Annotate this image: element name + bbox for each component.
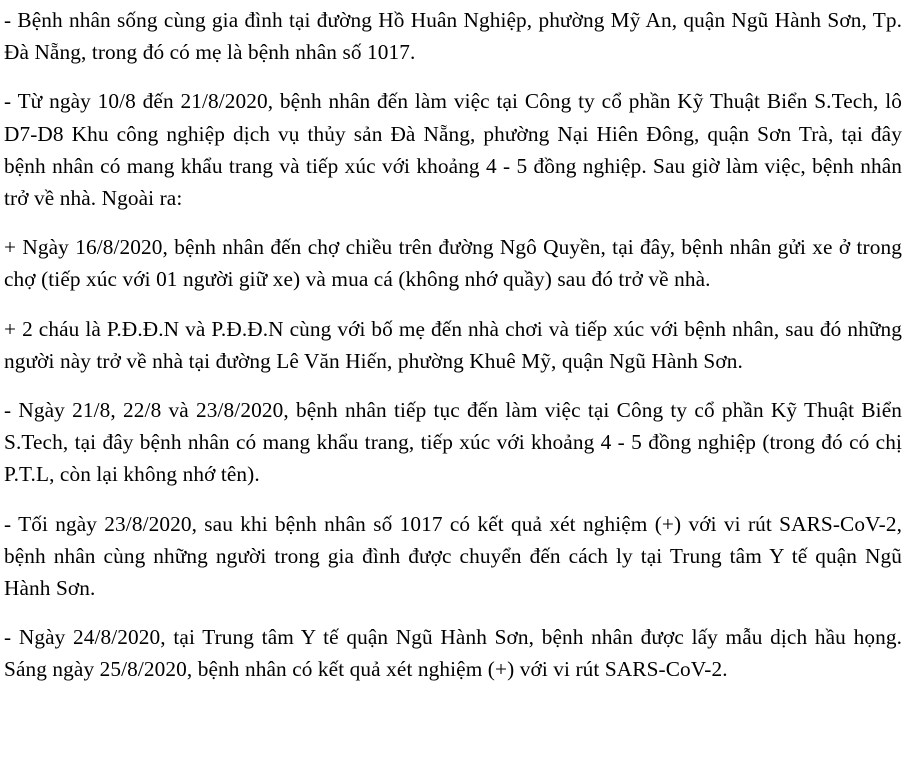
paragraph: + 2 cháu là P.Đ.Đ.N và P.Đ.Đ.N cùng với bố mẹ đến nhà chơi và tiếp xúc với bệnh nhân, sau đó những người này trở về nhà tại đường Lê Văn Hiến, phường Khuê Mỹ, quận Ngũ Hành Sơn.: [4, 316, 902, 373]
paragraph: - Bệnh nhân sống cùng gia đình tại đường Hồ Huân Nghiệp, phường Mỹ An, quận Ngũ Hành Sơn, Tp. Đà Nẵng, trong đó có mẹ là bệnh nhân số 1017.: [4, 8, 902, 65]
paragraph: - Ngày 24/8/2020, tại Trung tâm Y tế quận Ngũ Hành Sơn, bệnh nhân được lấy mẫu dịch hầu họng. Sáng ngày 25/8/2020, bệnh nhân có kết quả xét nghiệm (+) với vi rút SARS-CoV-2.: [4, 625, 902, 682]
paragraph: - Ngày 21/8, 22/8 và 23/8/2020, bệnh nhân tiếp tục đến làm việc tại Công ty cổ phần Kỹ Thuật Biển S.Tech, tại đây bệnh nhân có mang khẩu trang, tiếp xúc với khoảng 4 - 5 đồng nghiệp (trong đó có chị P.T.L, còn lại không nhớ tên).: [4, 398, 902, 487]
paragraph: + Ngày 16/8/2020, bệnh nhân đến chợ chiều trên đường Ngô Quyền, tại đây, bệnh nhân gửi xe ở trong chợ (tiếp xúc với 01 người giữ xe) và mua cá (không nhớ quầy) sau đó trở về nhà.: [4, 235, 902, 292]
paragraph: - Tối ngày 23/8/2020, sau khi bệnh nhân số 1017 có kết quả xét nghiệm (+) với vi rút SARS-CoV-2, bệnh nhân cùng những người trong gia đình được chuyển đến cách ly tại Trung tâm Y tế quận Ngũ Hành Sơn.: [4, 511, 902, 601]
paragraph: - Từ ngày 10/8 đến 21/8/2020, bệnh nhân đến làm việc tại Công ty cổ phần Kỹ Thuật Biển S.Tech, lô D7-D8 Khu công nghiệp dịch vụ thủy sản Đà Nẵng, phường Nại Hiên Đông, quận Sơn Trà, tại đây bệnh nhân có mang khẩu trang và tiếp xúc với khoảng 4 - 5 đồng nghiệp. Sau giờ làm việc, bệnh nhân trở về nhà. Ngoài ra:: [4, 89, 902, 211]
